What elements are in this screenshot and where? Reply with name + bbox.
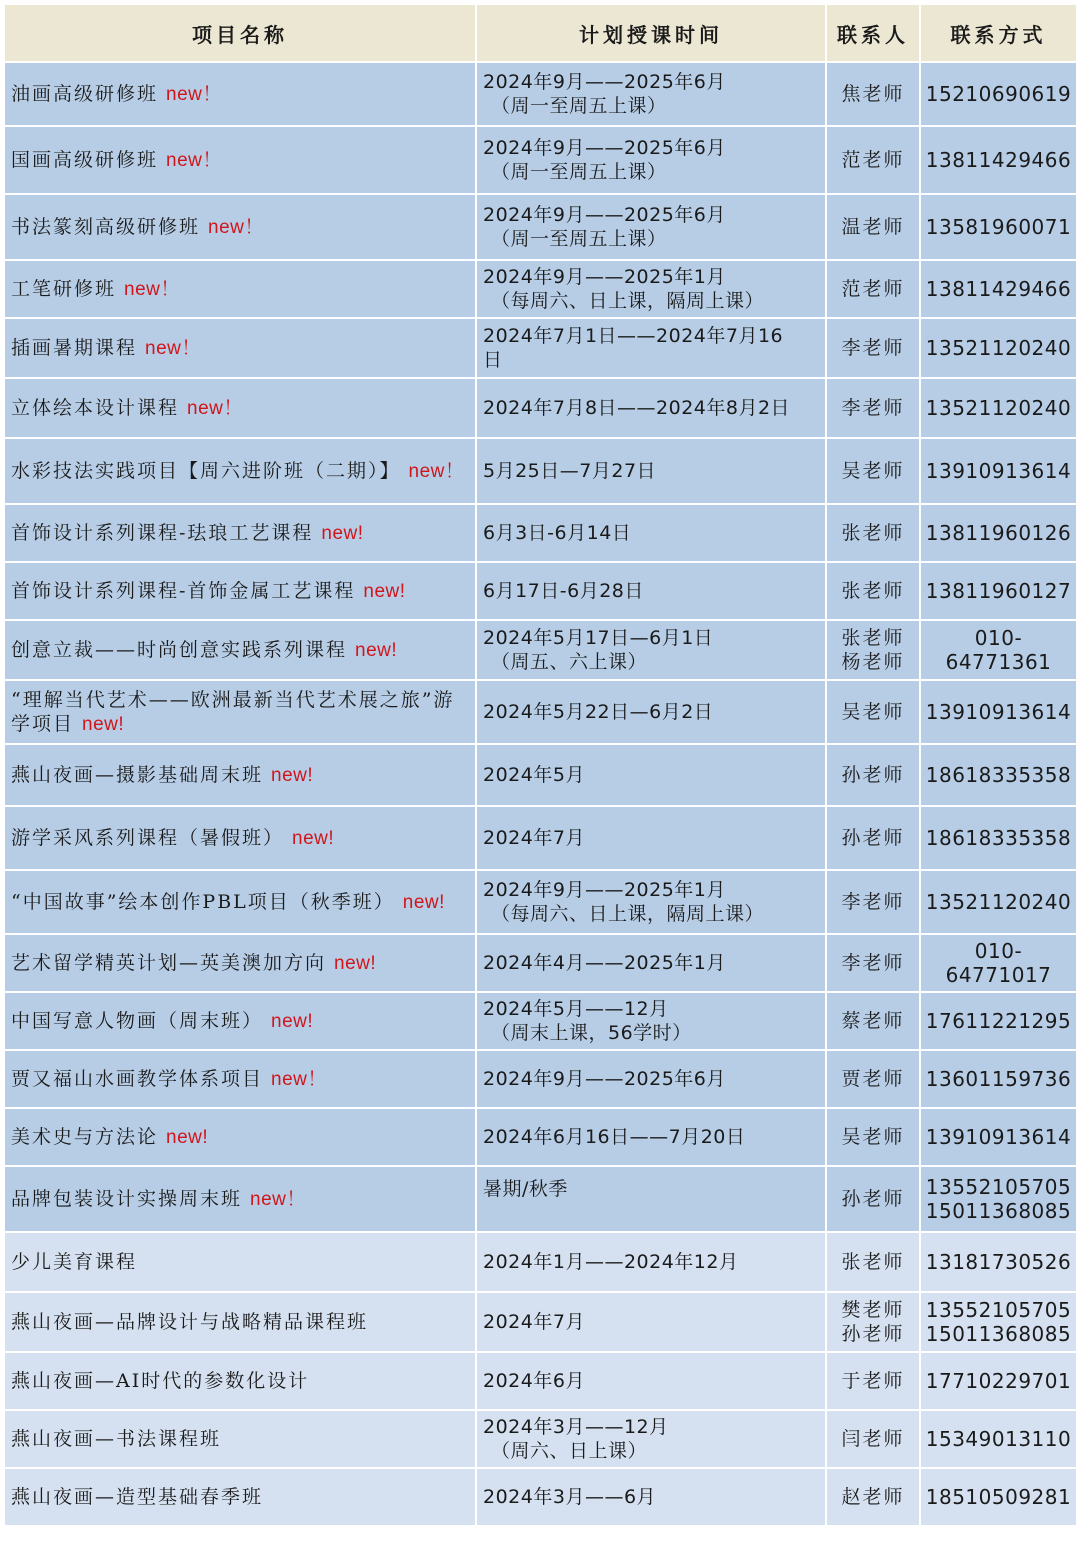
schedule-cell [476, 1166, 826, 1232]
contact-cell [826, 194, 920, 260]
phone-cell [920, 1292, 1077, 1352]
table-row [4, 378, 1077, 438]
project-name-cell [4, 260, 476, 318]
phone-cell [920, 1410, 1077, 1468]
new-badge: new！ [250, 1188, 306, 1210]
table-row [4, 620, 1077, 680]
phone-number: 18618335358 [925, 826, 1072, 850]
project-name-cell [4, 504, 476, 562]
contact-cell [826, 562, 920, 620]
project-name: 燕山夜画—书法课程班 [11, 1427, 222, 1450]
table-body [4, 62, 1077, 1526]
phone-cell [920, 1232, 1077, 1292]
table-row [4, 1166, 1077, 1232]
project-name-cell [4, 744, 476, 806]
contact-person: 李老师 [841, 397, 905, 419]
contact-person: 张老师 [841, 522, 905, 544]
phone-cell [920, 934, 1077, 992]
project-name-cell [4, 318, 476, 378]
phone-number: 15349013110 [925, 1427, 1072, 1451]
contact-person: 闫老师 [841, 1428, 905, 1450]
phone-cell [920, 194, 1077, 260]
course-table [3, 3, 1078, 1527]
new-badge: new！ [408, 460, 465, 482]
schedule-note: （每周六、日上课，隔周上课） [491, 290, 765, 312]
phone-number: 17611221295 [925, 1009, 1072, 1033]
new-badge: new! [166, 1126, 209, 1148]
phone-cell [920, 562, 1077, 620]
phone-cell [920, 504, 1077, 562]
table-row [4, 438, 1077, 504]
contact-cell [826, 260, 920, 318]
project-name-cell [4, 1166, 476, 1232]
project-name: 贾又福山水画教学体系项目 [11, 1067, 264, 1090]
phone-cell [920, 1050, 1077, 1108]
project-name: 创意立裁——时尚创意实践系列课程 [11, 638, 348, 661]
schedule-cell [476, 1108, 826, 1166]
schedule-cell [476, 504, 826, 562]
contact-person: 贾老师 [841, 1068, 905, 1090]
schedule-cell [476, 992, 826, 1050]
schedule-dates: 2024年9月——2025年6月 [483, 71, 726, 93]
phone-number: 13910913614 [925, 700, 1072, 724]
table-row [4, 1232, 1077, 1292]
schedule-dates: 2024年9月——2025年6月 [483, 1068, 726, 1090]
project-name-cell [4, 1292, 476, 1352]
project-name: 中国写意人物画（周末班） [11, 1009, 264, 1032]
contact-cell [826, 126, 920, 194]
contact-person: 李老师 [841, 337, 905, 359]
table-row [4, 194, 1077, 260]
schedule-dates: 2024年5月——12月 [483, 998, 669, 1020]
contact-cell [826, 1050, 920, 1108]
table-row [4, 870, 1077, 934]
table-row [4, 562, 1077, 620]
new-badge: new！ [208, 216, 264, 238]
project-name-cell [4, 1050, 476, 1108]
table-row [4, 1292, 1077, 1352]
header-phone: 联系方式 [920, 4, 1077, 62]
contact-person: 范老师 [841, 149, 905, 171]
contact-person: 于老师 [841, 1370, 905, 1392]
project-name: 游学采风系列课程（暑假班） [11, 826, 285, 849]
phone-number: 13811960126 [925, 521, 1072, 545]
schedule-dates: 2024年7月1日——2024年7月16 [483, 325, 784, 347]
contact-person: 蔡老师 [841, 1010, 905, 1032]
schedule-dates: 2024年9月——2025年6月 [483, 204, 726, 226]
contact-cell [826, 1232, 920, 1292]
phone-number: 13521120240 [925, 396, 1072, 420]
table-row [4, 1410, 1077, 1468]
schedule-note: （周五、六上课） [491, 651, 648, 673]
project-name-cell [4, 1352, 476, 1410]
header-project-name: 项目名称 [4, 4, 476, 62]
schedule-dates: 2024年5月 [483, 764, 585, 786]
new-badge: new! [363, 580, 406, 602]
phone-cell [920, 1352, 1077, 1410]
schedule-dates: 2024年9月——2025年6月 [483, 137, 726, 159]
project-name: 少儿美育课程 [11, 1250, 138, 1273]
schedule-cell [476, 1232, 826, 1292]
schedule-cell [476, 870, 826, 934]
contact-cell [826, 62, 920, 126]
table-row [4, 1468, 1077, 1526]
project-name: 首饰设计系列课程-珐琅工艺课程 [11, 521, 314, 544]
project-name: 插画暑期课程 [11, 336, 138, 359]
project-name: “中国故事”绘本创作PBL项目（秋季班） [11, 890, 395, 913]
phone-number: 13811429466 [925, 148, 1072, 172]
schedule-note: （周一至周五上课） [491, 228, 667, 250]
contact-cell [826, 318, 920, 378]
schedule-cell [476, 260, 826, 318]
schedule-cell [476, 194, 826, 260]
project-name: 国画高级研修班 [11, 148, 159, 171]
table-row [4, 62, 1077, 126]
schedule-cell [476, 1468, 826, 1526]
table-row [4, 260, 1077, 318]
schedule-cell [476, 126, 826, 194]
phone-number-second: 15011368085 [925, 1322, 1072, 1346]
table-row [4, 318, 1077, 378]
contact-person: 张老师 [841, 1251, 905, 1273]
schedule-cell [476, 562, 826, 620]
schedule-dates: 6月17日-6月28日 [483, 580, 644, 602]
schedule-note: （周六、日上课） [491, 1440, 648, 1462]
table-row [4, 1050, 1077, 1108]
table-row [4, 680, 1077, 744]
phone-number: 010-64771361 [945, 626, 1052, 674]
contact-cell [826, 504, 920, 562]
contact-person: 张老师 [841, 627, 905, 649]
contact-person-second: 杨老师 [841, 651, 905, 673]
project-name-cell [4, 378, 476, 438]
contact-cell [826, 680, 920, 744]
schedule-note: （周一至周五上课） [491, 161, 667, 183]
contact-person: 孙老师 [841, 827, 905, 849]
contact-cell [826, 438, 920, 504]
header-row [4, 4, 1077, 62]
project-name-cell [4, 126, 476, 194]
schedule-dates: 6月3日-6月14日 [483, 522, 632, 544]
project-name: 品牌包装设计实操周末班 [11, 1187, 243, 1210]
header-schedule: 计划授课时间 [476, 4, 826, 62]
schedule-dates: 2024年5月17日—6月1日 [483, 627, 714, 649]
phone-number: 13811960127 [925, 579, 1072, 603]
schedule-dates: 暑期/秋季 [483, 1178, 568, 1200]
schedule-dates: 2024年3月——6月 [483, 1486, 657, 1508]
contact-cell [826, 1292, 920, 1352]
new-badge: new！ [271, 1068, 327, 1090]
project-name-cell [4, 1232, 476, 1292]
project-name: 燕山夜画—品牌设计与战略精品课程班 [11, 1310, 369, 1333]
contact-cell [826, 870, 920, 934]
contact-person-second: 孙老师 [841, 1323, 905, 1345]
table-row [4, 1108, 1077, 1166]
new-badge: new! [355, 639, 398, 661]
contact-cell [826, 992, 920, 1050]
schedule-dates: 2024年7月 [483, 827, 585, 849]
table-row [4, 992, 1077, 1050]
schedule-dates: 2024年6月16日——7月20日 [483, 1126, 746, 1148]
contact-cell [826, 1352, 920, 1410]
project-name: 燕山夜画—造型基础春季班 [11, 1485, 264, 1508]
table-row [4, 806, 1077, 870]
new-badge: new！ [166, 83, 222, 105]
phone-cell [920, 806, 1077, 870]
phone-number-second: 15011368085 [925, 1199, 1072, 1223]
schedule-dates: 2024年1月——2024年12月 [483, 1251, 739, 1273]
project-name: 艺术留学精英计划—英美澳加方向 [11, 951, 327, 974]
schedule-cell [476, 620, 826, 680]
project-name: 油画高级研修班 [11, 82, 159, 105]
phone-number: 17710229701 [925, 1369, 1072, 1393]
project-name-cell [4, 934, 476, 992]
phone-number: 13521120240 [925, 336, 1072, 360]
project-name: 燕山夜画—摄影基础周末班 [11, 763, 264, 786]
phone-number: 13910913614 [925, 459, 1072, 483]
contact-person: 范老师 [841, 278, 905, 300]
table-row [4, 126, 1077, 194]
contact-person: 李老师 [841, 891, 905, 913]
contact-person: 赵老师 [841, 1486, 905, 1508]
phone-number: 13521120240 [925, 890, 1072, 914]
phone-cell [920, 680, 1077, 744]
project-name-cell [4, 1468, 476, 1526]
phone-number: 15210690619 [925, 82, 1072, 106]
schedule-cell [476, 318, 826, 378]
phone-cell [920, 992, 1077, 1050]
project-name-cell [4, 806, 476, 870]
phone-cell [920, 318, 1077, 378]
project-name: 立体绘本设计课程 [11, 396, 180, 419]
phone-number: 13181730526 [925, 1250, 1072, 1274]
phone-number: 13811429466 [925, 277, 1072, 301]
phone-cell [920, 620, 1077, 680]
contact-person: 吴老师 [841, 460, 905, 482]
contact-cell [826, 806, 920, 870]
project-name-cell [4, 680, 476, 744]
phone-number: 18618335358 [925, 763, 1072, 787]
project-name-cell [4, 1108, 476, 1166]
new-badge: new! [82, 713, 125, 735]
schedule-cell [476, 1292, 826, 1352]
schedule-cell [476, 680, 826, 744]
phone-number: 13581960071 [925, 215, 1072, 239]
project-name: 燕山夜画—AI时代的参数化设计 [11, 1369, 310, 1392]
schedule-note: （周一至周五上课） [491, 95, 667, 117]
table-row [4, 1352, 1077, 1410]
project-name: “理解当代艺术——欧洲最新当代艺术展之旅”游学项目 [11, 688, 455, 735]
project-name-cell [4, 870, 476, 934]
schedule-dates: 2024年9月——2025年1月 [483, 879, 726, 901]
contact-person: 李老师 [841, 952, 905, 974]
project-name: 水彩技法实践项目【周六进阶班（二期）】 [11, 459, 401, 482]
phone-cell [920, 870, 1077, 934]
phone-cell [920, 1468, 1077, 1526]
schedule-cell [476, 438, 826, 504]
project-name-cell [4, 194, 476, 260]
new-badge: new! [321, 522, 364, 544]
schedule-note: （周末上课，56学时） [491, 1022, 692, 1044]
phone-cell [920, 126, 1077, 194]
contact-person: 樊老师 [841, 1299, 905, 1321]
schedule-cell [476, 806, 826, 870]
contact-cell [826, 1166, 920, 1232]
schedule-cell [476, 1410, 826, 1468]
contact-person: 孙老师 [841, 764, 905, 786]
schedule-dates: 2024年7月8日——2024年8月2日 [483, 397, 791, 419]
phone-cell [920, 62, 1077, 126]
schedule-dates: 2024年4月——2025年1月 [483, 952, 726, 974]
contact-person: 吴老师 [841, 701, 905, 723]
contact-cell [826, 378, 920, 438]
schedule-dates: 2024年6月 [483, 1370, 585, 1392]
contact-person: 张老师 [841, 580, 905, 602]
new-badge: new! [271, 1010, 314, 1032]
contact-person: 焦老师 [841, 83, 905, 105]
project-name-cell [4, 992, 476, 1050]
contact-cell [826, 620, 920, 680]
phone-number: 13552105705 [925, 1298, 1072, 1322]
new-badge: new! [402, 891, 445, 913]
schedule-cell [476, 62, 826, 126]
schedule-cell [476, 1050, 826, 1108]
schedule-dates: 2024年9月——2025年1月 [483, 266, 726, 288]
phone-number: 18510509281 [925, 1485, 1072, 1509]
schedule-cell [476, 934, 826, 992]
phone-cell [920, 260, 1077, 318]
contact-person: 温老师 [841, 216, 905, 238]
project-name-cell [4, 562, 476, 620]
project-name: 美术史与方法论 [11, 1125, 159, 1148]
table-row [4, 504, 1077, 562]
phone-number: 13910913614 [925, 1125, 1072, 1149]
contact-cell [826, 934, 920, 992]
new-badge: new！ [166, 149, 222, 171]
new-badge: new! [292, 827, 335, 849]
phone-cell [920, 744, 1077, 806]
contact-person: 吴老师 [841, 1126, 905, 1148]
project-name: 工笔研修班 [11, 277, 117, 300]
schedule-note: （每周六、日上课，隔周上课） [491, 903, 765, 925]
project-name-cell [4, 62, 476, 126]
contact-cell [826, 744, 920, 806]
project-name-cell [4, 1410, 476, 1468]
project-name: 首饰设计系列课程-首饰金属工艺课程 [11, 579, 356, 602]
phone-cell [920, 1166, 1077, 1232]
schedule-cell [476, 378, 826, 438]
project-name: 书法篆刻高级研修班 [11, 215, 201, 238]
project-name-cell [4, 438, 476, 504]
contact-person: 孙老师 [841, 1188, 905, 1210]
schedule-note: 日 [483, 349, 503, 371]
contact-cell [826, 1108, 920, 1166]
new-badge: new！ [124, 278, 180, 300]
table-row [4, 934, 1077, 992]
phone-cell [920, 438, 1077, 504]
phone-cell [920, 1108, 1077, 1166]
phone-number: 13552105705 [925, 1175, 1072, 1199]
schedule-cell [476, 1352, 826, 1410]
new-badge: new！ [187, 397, 243, 419]
schedule-dates: 2024年5月22日—6月2日 [483, 701, 714, 723]
new-badge: new! [334, 952, 377, 974]
header-contact: 联系人 [826, 4, 920, 62]
schedule-dates: 2024年7月 [483, 1311, 585, 1333]
schedule-cell [476, 744, 826, 806]
contact-cell [826, 1410, 920, 1468]
phone-cell [920, 378, 1077, 438]
schedule-dates: 2024年3月——12月 [483, 1416, 669, 1438]
phone-number: 13601159736 [925, 1067, 1072, 1091]
phone-number: 010-64771017 [945, 939, 1052, 987]
project-name-cell [4, 620, 476, 680]
schedule-dates: 5月25日—7月27日 [483, 460, 657, 482]
table-row [4, 744, 1077, 806]
new-badge: new! [271, 764, 314, 786]
contact-cell [826, 1468, 920, 1526]
new-badge: new！ [145, 337, 201, 359]
